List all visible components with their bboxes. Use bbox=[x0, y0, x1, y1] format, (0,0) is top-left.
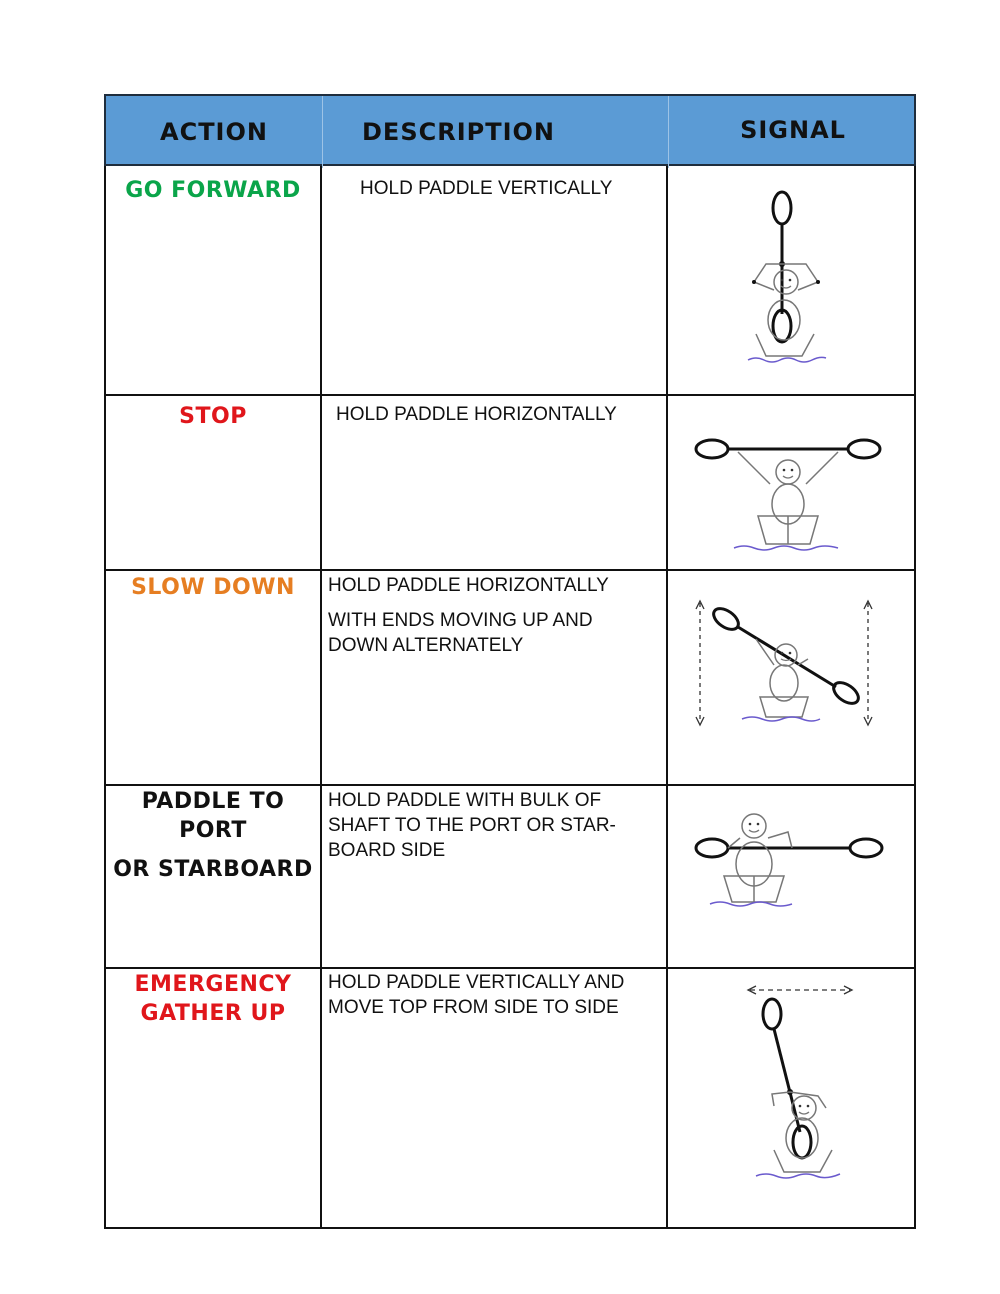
paddle-horizontal-icon bbox=[688, 424, 888, 554]
action-emergency-gather-up bbox=[106, 970, 320, 1028]
action-paddle-to-port bbox=[106, 787, 320, 884]
description-line: MOVE TOP FROM SIDE TO SIDE bbox=[328, 997, 619, 1018]
description-paddle-to-port bbox=[328, 788, 658, 863]
description-line: HOLD PADDLE VERTICALLY AND bbox=[328, 972, 625, 993]
header-description: DESCRIPTION bbox=[362, 118, 556, 146]
paddle-tilted-icon bbox=[690, 599, 880, 729]
description-line: HOLD PADDLE VERTICALLY bbox=[360, 178, 613, 199]
action-label: EMERGENCY bbox=[134, 972, 292, 997]
table-header bbox=[104, 94, 916, 166]
header-action: ACTION bbox=[160, 118, 268, 146]
description-line: WITH ENDS MOVING UP AND bbox=[328, 610, 593, 631]
description-go-forward bbox=[360, 176, 612, 201]
action-label: SLOW DOWN bbox=[131, 575, 295, 600]
action-slow-down bbox=[106, 573, 320, 602]
description-line: HOLD PADDLE HORIZONTALLY bbox=[336, 404, 617, 425]
action-go-forward bbox=[106, 176, 320, 205]
paddle-waving-icon bbox=[744, 982, 864, 1182]
action-label: PORT bbox=[179, 818, 247, 843]
description-line: BOARD SIDE bbox=[328, 840, 446, 861]
signals-table bbox=[104, 94, 916, 1229]
header-signal: SIGNAL bbox=[740, 116, 846, 144]
paddle-side-icon bbox=[688, 804, 888, 914]
action-label: OR STARBOARD bbox=[113, 857, 313, 882]
description-stop bbox=[336, 402, 617, 427]
action-label: PADDLE TO bbox=[141, 789, 285, 814]
description-line: HOLD PADDLE WITH BULK OF bbox=[328, 790, 602, 811]
action-label: GO FORWARD bbox=[125, 178, 301, 203]
action-label: GATHER UP bbox=[140, 1001, 286, 1026]
description-line: DOWN ALTERNATELY bbox=[328, 635, 524, 656]
description-slow-down bbox=[328, 573, 658, 658]
action-label: STOP bbox=[179, 404, 247, 429]
action-stop bbox=[106, 402, 320, 431]
description-line: SHAFT TO THE PORT OR STAR- bbox=[328, 815, 616, 836]
paddle-vertical-icon bbox=[736, 184, 846, 364]
description-emergency-gather-up bbox=[328, 970, 658, 1020]
description-line: HOLD PADDLE HORIZONTALLY bbox=[328, 575, 609, 596]
